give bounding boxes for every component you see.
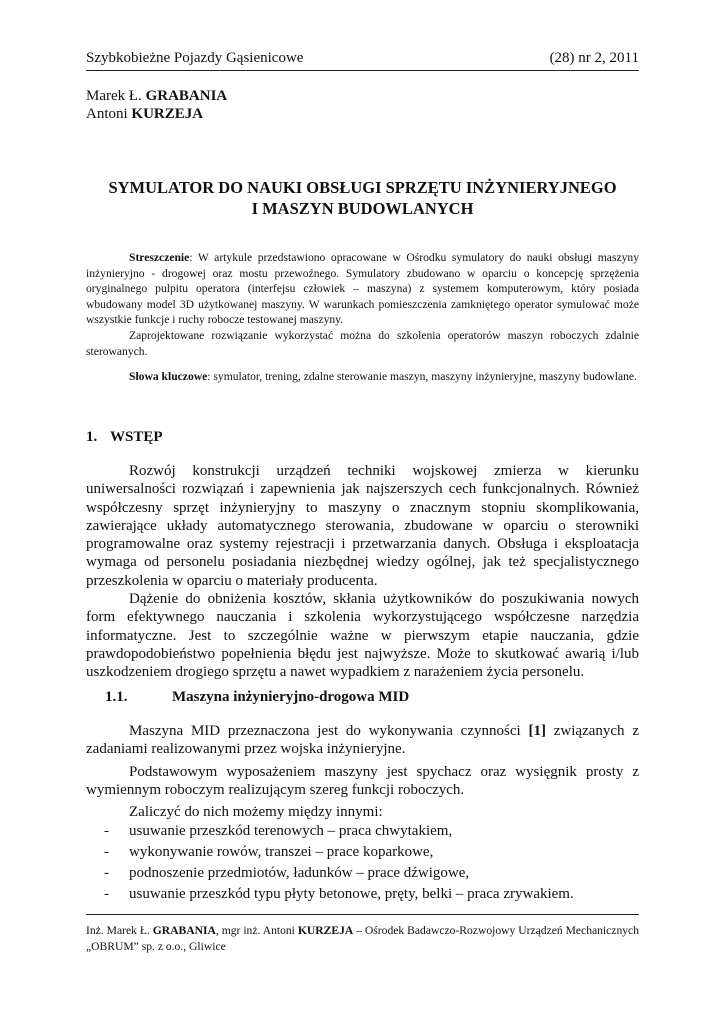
paragraph: Maszyna MID przeznaczona jest do wykonywania czynności [1] związanych z zadaniami realizowanymi przez wojska inżynieryjne. xyxy=(86,723,639,758)
list-item: - podnoszenie przedmiotów, ładunków – prace dźwigowe, xyxy=(104,865,470,882)
author-1: Marek Ł. GRABANIA xyxy=(86,88,228,104)
list-item: - usuwanie przeszkód typu płyty betonowe, pręty, belki – praca zrywakiem. xyxy=(104,886,574,903)
list-item: - wykonywanie rowów, transzei – prace koparkowe, xyxy=(104,844,434,861)
list-item: - usuwanie przeszkód terenowych – praca chwytakiem, xyxy=(104,823,453,840)
citation-ref: [1] xyxy=(528,723,546,739)
paper-title: SYMULATOR DO NAUKI OBSŁUGI SPRZĘTU INŻYNIERYJNEGO I MASZYN BUDOWLANYCH xyxy=(108,178,617,218)
issue-number: (28) nr 2, 2011 xyxy=(549,50,639,66)
paragraph: Rozwój konstrukcji urządzeń techniki wojskowej zmierza w kierunku uniwersalności rozwiązań i zapewnienia jak najszerszych cech funkcjonalnych. Również współczesny sprzęt inżynieryjny to maszyny o znacznym stopniu skomplikowania, zawierające układy automatycznego sterowania, zbudowane w oparciu o sterowniki programowalne oraz systemy rejestracji i przetwarzania danych. Obsługa i eksploatacja wymaga od personelu posiadania niezbędnej wiedzy ogólnej, jak też specjalistycznego przeszkolenia w oparciu o materiały producenta. xyxy=(86,463,639,589)
abstract: Streszczenie: W artykule przedstawiono opracowane w Ośrodku symulatory do nauki obsługi maszyny inżynieryjno - drogowej oraz mostu przewoźnego. Symulatory zbudowano w oparciu o koncepcję sprzężenia oryginalnego pulpitu operatora (interfejsu człowiek – maszyna) z systemem komputerowym, który posiada wbudowany model 3D użytkowanej maszyny. W warunkach pomieszczenia zamkniętego operator symulować może wszystkie funkcje i ruchy robocze testowanej maszyny. Zaprojektowane rozwiązanie wykorzystać można do szkolenia operatorów maszyn roboczych zdalnie sterowanych. xyxy=(86,251,639,358)
paragraph: Dążenie do obniżenia kosztów, skłania użytkowników do poszukiwania nowych form efektywnego nauczania i szkolenia wykorzystującego współczesne narzędzia informatyczne. Jest to szczególnie ważne w pierwszym etapie nauczania, gdzie prawdopodobieństwo popełnienia błędu jest najwyższe. Może to skutkować awarią i/lub uszkodzeniem drogiego sprzętu a nawet wypadkiem z narażeniem życia personelu. xyxy=(86,591,639,681)
author-list xyxy=(86,87,227,123)
author-affiliation-footnote: Inż. Marek Ł. GRABANIA, mgr inż. Antoni KURZEJA – Ośrodek Badawczo-Rozwojowy Urządzeń Mechanicznych „OBRUM” sp. z o.o., Gliwice xyxy=(86,924,639,953)
abstract-label: Streszczenie xyxy=(129,251,190,264)
function-list xyxy=(86,821,639,905)
footnote-divider xyxy=(86,914,639,915)
section-heading-1-1: 1.1. Maszyna inżynieryjno-drogowa MID xyxy=(105,689,410,705)
section-heading-1: 1. WSTĘP xyxy=(86,429,163,445)
paragraph: Podstawowym wyposażeniem maszyny jest spychacz oraz wysięgnik prosty z wymiennym roboczym realizującym szereg funkcji roboczych. xyxy=(86,763,639,798)
running-header xyxy=(86,50,639,71)
author-2: Antoni KURZEJA xyxy=(86,106,204,122)
section-1-1-body xyxy=(86,722,639,905)
journal-name: Szybkobieżne Pojazdy Gąsienicowe xyxy=(86,50,304,66)
section-1-body xyxy=(86,462,639,682)
keywords: Słowa kluczowe: symulator, trening, zdalne sterowanie maszyn, maszyny inżynieryjne, maszyny budowlane. xyxy=(129,370,637,383)
paragraph: Zaliczyć do nich możemy między innymi: xyxy=(129,804,383,821)
keywords-label: Słowa kluczowe xyxy=(129,370,208,383)
